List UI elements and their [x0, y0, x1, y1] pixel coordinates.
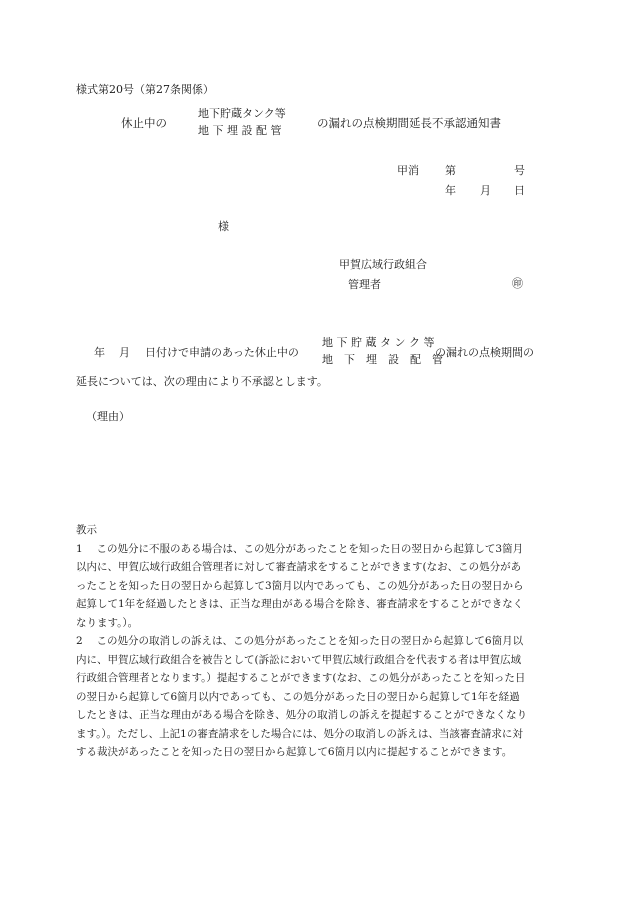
reason-label: （理由） — [86, 410, 130, 423]
addressee-sama: 様 — [218, 220, 229, 233]
date-month: 月 — [480, 184, 491, 197]
notice-item-2: 2 この処分の取消しの訴えは、この処分があったことを知った日の翌日から起算して6箇月以内に、甲賀広域行政組合を被告として(訴訟において甲賀広域行政組合を代表する者は甲賀広域行政組合管理者となります。）提起することができます(なお、この処分があったことを知った日の翌日から起算して6箇月以内であっても、この処分があった日の翌日から起算して1年を経過したときは、正当な理由がある場合を除き、処分の取消しの訴えを提起することができなくなります。）。ただし、上記1の審査請求をした場合には、処分の取消しの訴えは、当該審査請求に対する裁決があったことを知った日の翌日から起算して6箇月以内に提起することができます。 — [76, 635, 528, 758]
notice-section — [76, 521, 528, 762]
notice-heading: 教示 — [76, 524, 97, 536]
reference-code: 甲消 — [397, 164, 419, 177]
date-year: 年 — [445, 184, 456, 197]
notice-item-1: 1 この処分に不服のある場合は、この処分があったことを知った日の翌日から起算して3箇月以内に、甲賀広域行政組合管理者に対して審査請求をすることができます(なお、この処分があったことを知った日の翌日から起算して3箇月以内であっても、この処分があった日の翌日から起算して1年を経過したときは、正当な理由がある場合を除き、審査請求をすることができなくなります。）。 — [76, 542, 524, 629]
form-number: 様式第20号（第27条関係） — [76, 83, 214, 96]
title-suffix: の漏れの点検期間延長不承認通知書 — [317, 116, 501, 130]
body-after-stack: の漏れの点検期間の — [435, 346, 534, 359]
title-prefix: 休止中の — [121, 116, 167, 130]
body-date-text: 日付けで申請のあった休止中の — [145, 346, 299, 359]
body-month: 月 — [119, 346, 130, 359]
body-stack-bottom: 地 下 埋 設 配 管 — [322, 353, 443, 366]
sender-role: 管理者 — [348, 278, 381, 291]
body-stack-top: 地 下 貯 蔵 タ ン ク 等 — [322, 336, 435, 349]
reference-go: 号 — [514, 164, 525, 177]
body-line2: 延長については、次の理由により不承認とします。 — [76, 375, 328, 388]
date-day: 日 — [514, 184, 525, 197]
seal-mark: ㊞ — [512, 277, 523, 290]
title-stack-bottom: 地 下 埋 設 配 管 — [198, 124, 282, 137]
body-year: 年 — [94, 346, 105, 359]
reference-dai: 第 — [445, 164, 456, 177]
sender-org: 甲賀広域行政組合 — [339, 258, 427, 271]
title-stack-top: 地下貯蔵タンク等 — [198, 107, 286, 120]
